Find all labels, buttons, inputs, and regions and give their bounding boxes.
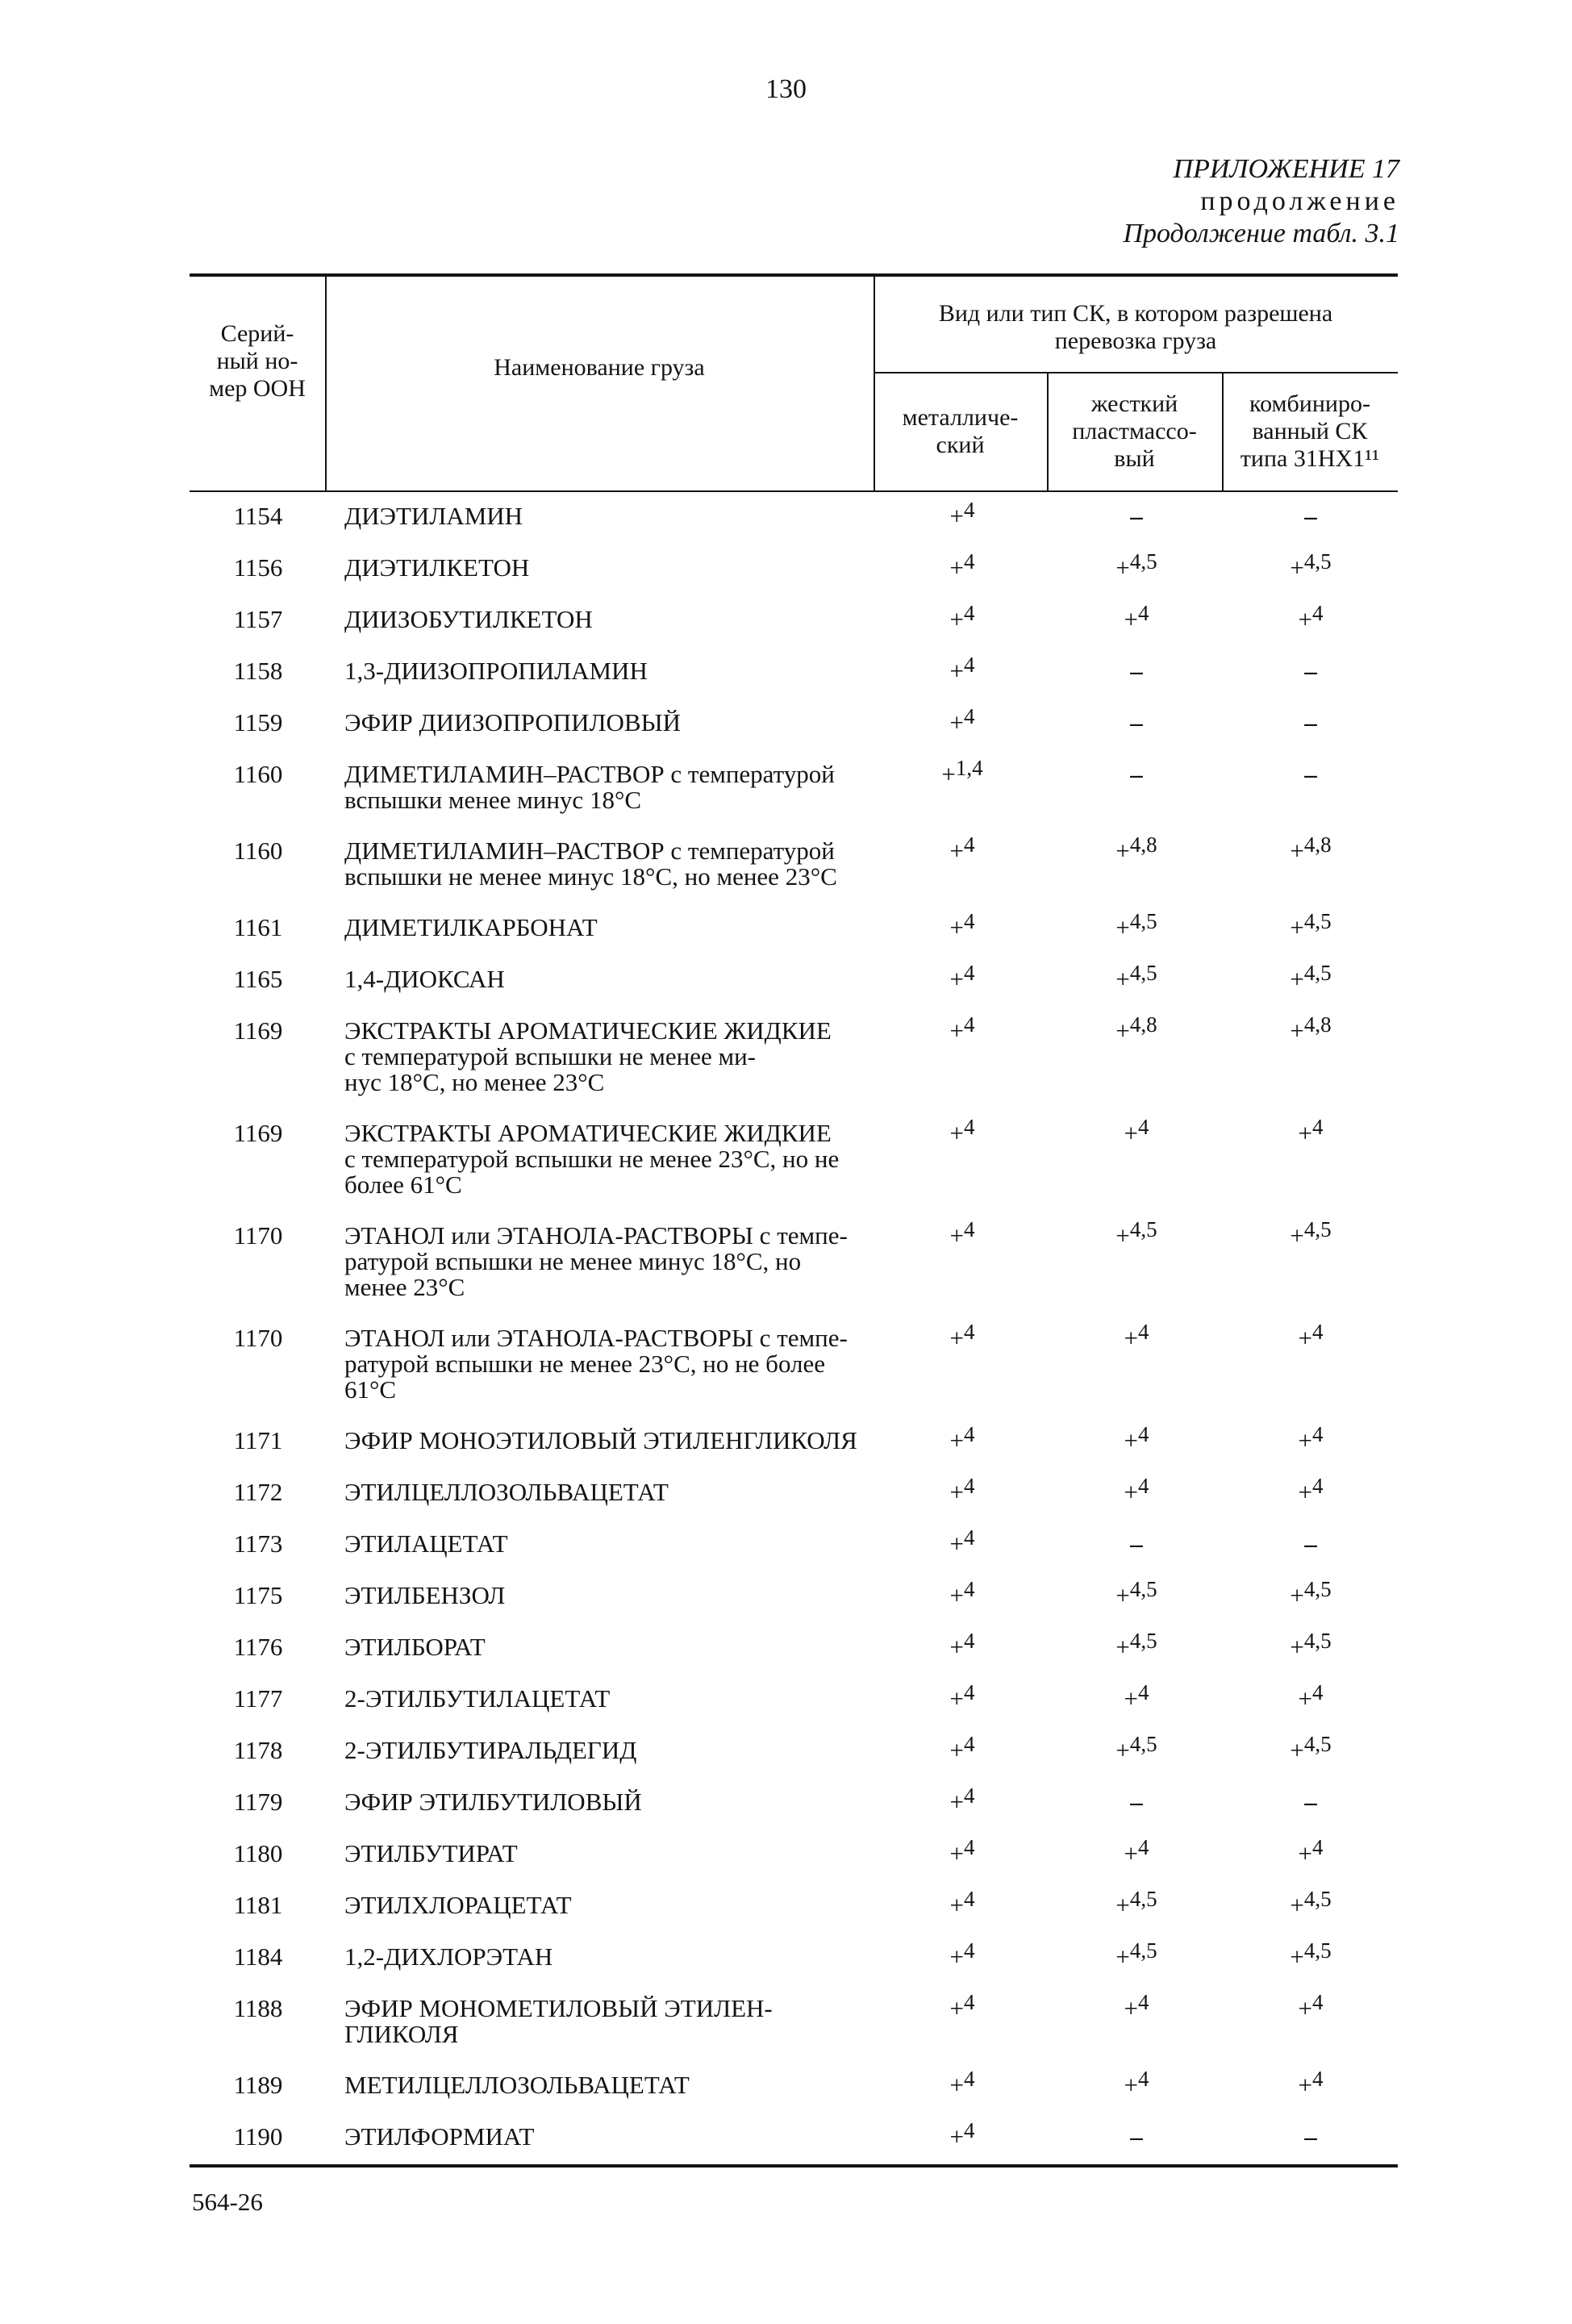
table-row (190, 1417, 1398, 1468)
cargo-name: ЭТИЛАЦЕТАТ (344, 1529, 508, 1558)
serial-number: 1190 (233, 2122, 283, 2151)
metal-value: +4 (949, 1577, 975, 1609)
cargo-name: ЭКСТРАКТЫ АРОМАТИЧЕСКИЕ ЖИДКИЕ с температурой вспышки не менее 23°С, но не более 61°С (344, 1119, 840, 1199)
serial-number: 1171 (233, 1426, 283, 1454)
serial-number: 1172 (233, 1478, 283, 1506)
cargo-name: ЭТИЛБУТИРАТ (344, 1839, 518, 1867)
serial-number: 1157 (233, 605, 283, 633)
cargo-name: ЭТИЛЦЕЛЛОЗОЛЬВАЦЕТАТ (344, 1478, 669, 1506)
cargo-name: 1,4-ДИОКСАН (344, 965, 505, 993)
cargo-name: ЭКСТРАКТЫ АРОМАТИЧЕСКИЕ ЖИДКИЕ с температурой вспышки не менее ми- нус 18°С, но менее 23°С (344, 1016, 832, 1096)
plastic-value: +4 (1124, 1115, 1149, 1147)
combined-value: +4,5 (1290, 1732, 1332, 1764)
table-row (190, 1830, 1398, 1881)
plastic-value: +4 (1124, 1474, 1149, 1506)
table-row (190, 1675, 1398, 1726)
serial-number: 1181 (233, 1891, 283, 1919)
cargo-name: ДИМЕТИЛАМИН–РАСТВОР с температурой вспышки не менее минус 18°С, но менее 23°С (344, 837, 837, 891)
plastic-value: +4,5 (1115, 549, 1157, 582)
metal-value: +1,4 (941, 756, 983, 788)
table-row (190, 1984, 1398, 2061)
serial-number: 1173 (233, 1529, 283, 1558)
plastic-value: – (1130, 708, 1143, 736)
serial-number: 1188 (233, 1994, 283, 2022)
combined-value: – (1304, 2122, 1317, 2151)
serial-number: 1180 (233, 1839, 283, 1867)
metal-value: +4 (949, 1422, 975, 1454)
header-serial: Серий- ный но- мер ООН (209, 320, 306, 402)
metal-value: +4 (949, 909, 975, 941)
plastic-value: +4,5 (1115, 1577, 1157, 1609)
combined-value: – (1304, 760, 1317, 788)
plastic-value: – (1130, 657, 1143, 685)
plastic-value: +4,5 (1115, 1938, 1157, 1971)
table-row (190, 647, 1398, 699)
cargo-name: МЕТИЛЦЕЛЛОЗОЛЬВАЦЕТАТ (344, 2071, 690, 2099)
metal-value: +4 (949, 1320, 975, 1352)
table-continuation: Продолжение табл. 3.1 (1123, 219, 1399, 248)
cargo-table (190, 273, 1398, 2168)
table-bottom-rule (190, 2164, 1398, 2168)
table-row (190, 1007, 1398, 1109)
table-row (190, 955, 1398, 1007)
cargo-name: ДИЭТИЛАМИН (344, 502, 523, 530)
cargo-name: 1,3-ДИИЗОПРОПИЛАМИН (344, 657, 648, 685)
serial-number: 1154 (233, 502, 283, 530)
plastic-value: +4 (1124, 1680, 1149, 1713)
combined-value: +4 (1298, 2067, 1324, 2099)
metal-value: +4 (949, 653, 975, 685)
table-row (190, 492, 1398, 544)
combined-value: +4 (1298, 1474, 1324, 1506)
plastic-value: +4 (1124, 1320, 1149, 1352)
plastic-value: +4 (1124, 601, 1149, 633)
combined-value: – (1304, 1529, 1317, 1558)
combined-value: +4 (1298, 1320, 1324, 1352)
serial-number: 1161 (233, 913, 283, 941)
plastic-value: +4 (1124, 2067, 1149, 2099)
serial-number: 1170 (233, 1221, 283, 1250)
combined-value: +4,8 (1290, 1012, 1332, 1045)
cargo-name: ЭФИР ДИИЗОПРОПИЛОВЫЙ (344, 708, 682, 736)
table-row (190, 595, 1398, 647)
table-row (190, 1314, 1398, 1417)
header-metal: металличе- ский (902, 403, 1019, 458)
serial-number: 1177 (233, 1684, 283, 1713)
cargo-name: ЭТИЛБЕНЗОЛ (344, 1581, 506, 1609)
serial-number: 1175 (233, 1581, 283, 1609)
combined-value: – (1304, 708, 1317, 736)
cargo-name: ЭФИР МОНОЭТИЛОВЫЙ ЭТИЛЕНГЛИКОЛЯ (344, 1426, 857, 1454)
serial-number: 1156 (233, 553, 283, 582)
plastic-value: +4,5 (1115, 1217, 1157, 1250)
combined-value: +4 (1298, 1990, 1324, 2022)
cargo-name: ДИИЗОБУТИЛКЕТОН (344, 605, 593, 633)
cargo-name: ЭФИР МОНОМЕТИЛОВЫЙ ЭТИЛЕН- ГЛИКОЛЯ (344, 1994, 773, 2048)
table-row (190, 1109, 1398, 1212)
combined-value: +4,5 (1290, 1938, 1332, 1971)
table-row (190, 750, 1398, 827)
header-group: Вид или тип СК, в котором разрешена перевозка груза (938, 299, 1333, 354)
metal-value: +4 (949, 1012, 975, 1045)
metal-value: +4 (949, 1525, 975, 1558)
table-row (190, 1571, 1398, 1623)
cargo-name: ЭТИЛХЛОРАЦЕТАТ (344, 1891, 572, 1919)
table-row (190, 827, 1398, 903)
table-row (190, 2061, 1398, 2113)
table-body (190, 492, 1398, 2164)
cargo-name: 2-ЭТИЛБУТИЛАЦЕТАТ (344, 1684, 611, 1713)
combined-value: +4,8 (1290, 832, 1332, 865)
metal-value: +4 (949, 1990, 975, 2022)
metal-value: +4 (949, 1680, 975, 1713)
plastic-value: +4 (1124, 1422, 1149, 1454)
metal-value: +4 (949, 601, 975, 633)
combined-value: +4,5 (1290, 549, 1332, 582)
plastic-value: +4,8 (1115, 1012, 1157, 1045)
plastic-value: +4,8 (1115, 832, 1157, 865)
combined-value: +4,5 (1290, 1217, 1332, 1250)
table-row (190, 1726, 1398, 1778)
serial-number: 1165 (233, 965, 283, 993)
header-plastic: жесткий пластмассо- вый (1072, 390, 1197, 472)
metal-value: +4 (949, 549, 975, 582)
metal-value: +4 (949, 1887, 975, 1919)
cargo-name: ЭТИЛБОРАТ (344, 1633, 486, 1661)
combined-value: +4 (1298, 601, 1324, 633)
plastic-value: +4,5 (1115, 1629, 1157, 1661)
table-row (190, 1520, 1398, 1571)
table-row (190, 1778, 1398, 1830)
table-row (190, 2113, 1398, 2164)
metal-value: +4 (949, 1115, 975, 1147)
serial-number: 1158 (233, 657, 283, 685)
cargo-name: ДИЭТИЛКЕТОН (344, 553, 530, 582)
metal-value: +4 (949, 1784, 975, 1816)
metal-value: +4 (949, 2118, 975, 2151)
cargo-name: ЭТАНОЛ или ЭТАНОЛА-РАСТВОРЫ с темпе- ратурой вспышки не менее минус 18°С, но менее 23°С (344, 1221, 848, 1301)
cargo-name: ДИМЕТИЛАМИН–РАСТВОР с температурой вспышки менее минус 18°С (344, 760, 835, 814)
combined-value: +4,5 (1290, 1887, 1332, 1919)
serial-number: 1159 (233, 708, 283, 736)
footer-code: 564-26 (192, 2188, 263, 2216)
table-row (190, 1212, 1398, 1314)
appendix-continuation: продолжение (1200, 186, 1399, 216)
plastic-value: +4 (1124, 1990, 1149, 2022)
serial-number: 1178 (233, 1736, 283, 1764)
page-number: 130 (765, 74, 807, 104)
combined-value: – (1304, 502, 1317, 530)
appendix-heading (1123, 153, 1399, 250)
combined-value: +4 (1298, 1115, 1324, 1147)
serial-number: 1160 (233, 760, 283, 788)
header-name: Наименование груза (494, 353, 705, 381)
plastic-value: +4 (1124, 1835, 1149, 1867)
plastic-value: – (1130, 1529, 1143, 1558)
table-row (190, 1623, 1398, 1675)
metal-value: +4 (949, 1835, 975, 1867)
header-combined: комбиниро- ванный СК типа 31НХ1¹¹ (1240, 390, 1380, 472)
cargo-name: ДИМЕТИЛКАРБОНАТ (344, 913, 598, 941)
metal-value: +4 (949, 498, 975, 530)
cargo-name: ЭФИР ЭТИЛБУТИЛОВЫЙ (344, 1788, 642, 1816)
table-row (190, 1468, 1398, 1520)
combined-value: +4 (1298, 1680, 1324, 1713)
serial-number: 1189 (233, 2071, 283, 2099)
combined-value: +4,5 (1290, 1577, 1332, 1609)
metal-value: +4 (949, 961, 975, 993)
serial-number: 1170 (233, 1324, 283, 1352)
metal-value: +4 (949, 832, 975, 865)
metal-value: +4 (949, 2067, 975, 2099)
metal-value: +4 (949, 1474, 975, 1506)
cargo-name: 1,2-ДИХЛОРЭТАН (344, 1942, 553, 1971)
appendix-title: ПРИЛОЖЕНИЕ 17 (1173, 154, 1399, 184)
plastic-value: – (1130, 760, 1143, 788)
serial-number: 1169 (233, 1016, 283, 1045)
combined-value: – (1304, 1788, 1317, 1816)
metal-value: +4 (949, 1938, 975, 1971)
combined-value: +4,5 (1290, 1629, 1332, 1661)
plastic-value: – (1130, 1788, 1143, 1816)
cargo-name: ЭТИЛФОРМИАТ (344, 2122, 535, 2151)
plastic-value: +4,5 (1115, 909, 1157, 941)
combined-value: +4 (1298, 1422, 1324, 1454)
plastic-value: – (1130, 2122, 1143, 2151)
plastic-value: – (1130, 502, 1143, 530)
metal-value: +4 (949, 1732, 975, 1764)
plastic-value: +4,5 (1115, 1887, 1157, 1919)
combined-value: +4,5 (1290, 961, 1332, 993)
metal-value: +4 (949, 1629, 975, 1661)
table-row (190, 544, 1398, 595)
serial-number: 1160 (233, 837, 283, 865)
combined-value: +4,5 (1290, 909, 1332, 941)
metal-value: +4 (949, 704, 975, 736)
serial-number: 1169 (233, 1119, 283, 1147)
serial-number: 1184 (233, 1942, 283, 1971)
plastic-value: +4,5 (1115, 961, 1157, 993)
combined-value: – (1304, 657, 1317, 685)
serial-number: 1179 (233, 1788, 283, 1816)
table-row (190, 699, 1398, 750)
table-header (190, 277, 1398, 490)
combined-value: +4 (1298, 1835, 1324, 1867)
cargo-name: ЭТАНОЛ или ЭТАНОЛА-РАСТВОРЫ с темпе- ратурой вспышки не менее 23°С, но не более 61°С (344, 1324, 848, 1404)
table-row (190, 903, 1398, 955)
plastic-value: +4,5 (1115, 1732, 1157, 1764)
cargo-name: 2-ЭТИЛБУТИРАЛЬДЕГИД (344, 1736, 637, 1764)
serial-number: 1176 (233, 1633, 283, 1661)
table-row (190, 1881, 1398, 1933)
table-row (190, 1933, 1398, 1984)
metal-value: +4 (949, 1217, 975, 1250)
